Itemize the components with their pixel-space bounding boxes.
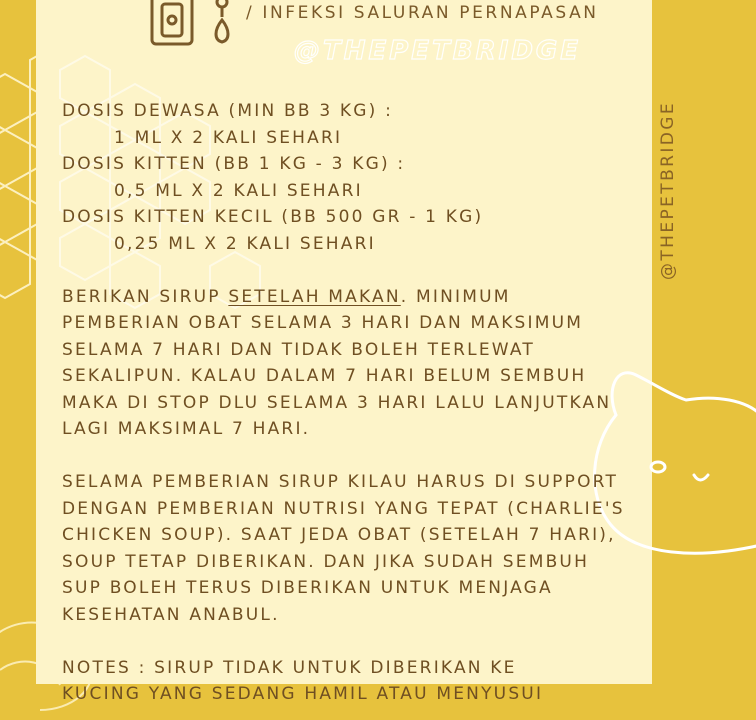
small-kitten-dose-value: 0,25 ML X 2 KALI SEHARI bbox=[114, 233, 376, 254]
paragraph-1-line-2: PEMBERIAN OBAT SELAMA 3 HARI DAN MAKSIMUM bbox=[62, 313, 584, 333]
paragraph-2-line-3: CHICKEN SOUP). SAAT JEDA OBAT (SETELAH 7 HARI), bbox=[62, 525, 616, 545]
paragraph-1-line-6: LAGI MAKSIMAL 7 HARI. bbox=[62, 419, 311, 439]
paragraph-1-line-1-start: BERIKAN SIRUP bbox=[62, 286, 229, 307]
adult-dose-value: 1 ML X 2 KALI SEHARI bbox=[114, 127, 343, 148]
paragraph-2-line-6: KESEHATAN ANABUL. bbox=[62, 604, 280, 625]
paragraph-2-line-2: DENGAN PEMBERIAN NUTRISI YANG TEPAT (CHARLIE'S bbox=[62, 498, 625, 519]
paragraph-1-line-1 bbox=[62, 284, 622, 311]
paragraph-1-line-3: SELAMA 7 HARI DAN TIDAK BOLEH TERLEWAT bbox=[62, 339, 535, 360]
medicine-box-icon bbox=[152, 0, 192, 44]
main-text bbox=[62, 98, 625, 708]
paragraph-1-line-1-end: . MINIMUM bbox=[400, 286, 511, 307]
top-icons bbox=[148, 0, 248, 50]
paragraph-1-line-5: MAKA DI STOP DLU SELAMA 3 HARI LALU LANJUTKAN bbox=[62, 392, 612, 413]
dropper-icon bbox=[216, 0, 228, 42]
side-watermark: @THEPETBRIDGE bbox=[658, 101, 678, 280]
paragraph-1-line-4: SEKALIPUN. KALAU DALAM 7 HARI BELUM SEMBUH bbox=[62, 366, 587, 386]
small-kitten-dose-label: DOSIS KITTEN KECIL (BB 500 GR - 1 KG) bbox=[62, 207, 484, 227]
watermark-text: @THEPETBRIDGE bbox=[294, 36, 582, 66]
paragraph-2-line-5: SUP BOLEH TERUS DIBERIKAN UNTUK MENJAGA bbox=[62, 578, 553, 598]
notes-line-1: NOTES : SIRUP TIDAK UNTUK DIBERIKAN KE bbox=[62, 657, 517, 678]
notes-line-2: KUCING YANG SEDANG HAMIL ATAU MENYUSUI bbox=[62, 684, 544, 704]
emphasis-after-meal: SETELAH MAKAN bbox=[228, 286, 401, 307]
kitten-dose-label: DOSIS KITTEN (BB 1 KG - 3 KG) : bbox=[62, 154, 406, 174]
adult-dose-label: DOSIS DEWASA (MIN BB 3 KG) : bbox=[62, 101, 394, 121]
kitten-dose-value: 0,5 ML X 2 KALI SEHARI bbox=[114, 180, 363, 201]
paragraph-2-line-4: SOUP TETAP DIBERIKAN. DAN JIKA SUDAH SEMBUH bbox=[62, 551, 590, 572]
page-subtitle: / INFEKSI SALURAN PERNAPASAN bbox=[246, 3, 599, 23]
paragraph-2-line-1: SELAMA PEMBERIAN SIRUP KILAU HARUS DI SUPPORT bbox=[62, 472, 619, 492]
